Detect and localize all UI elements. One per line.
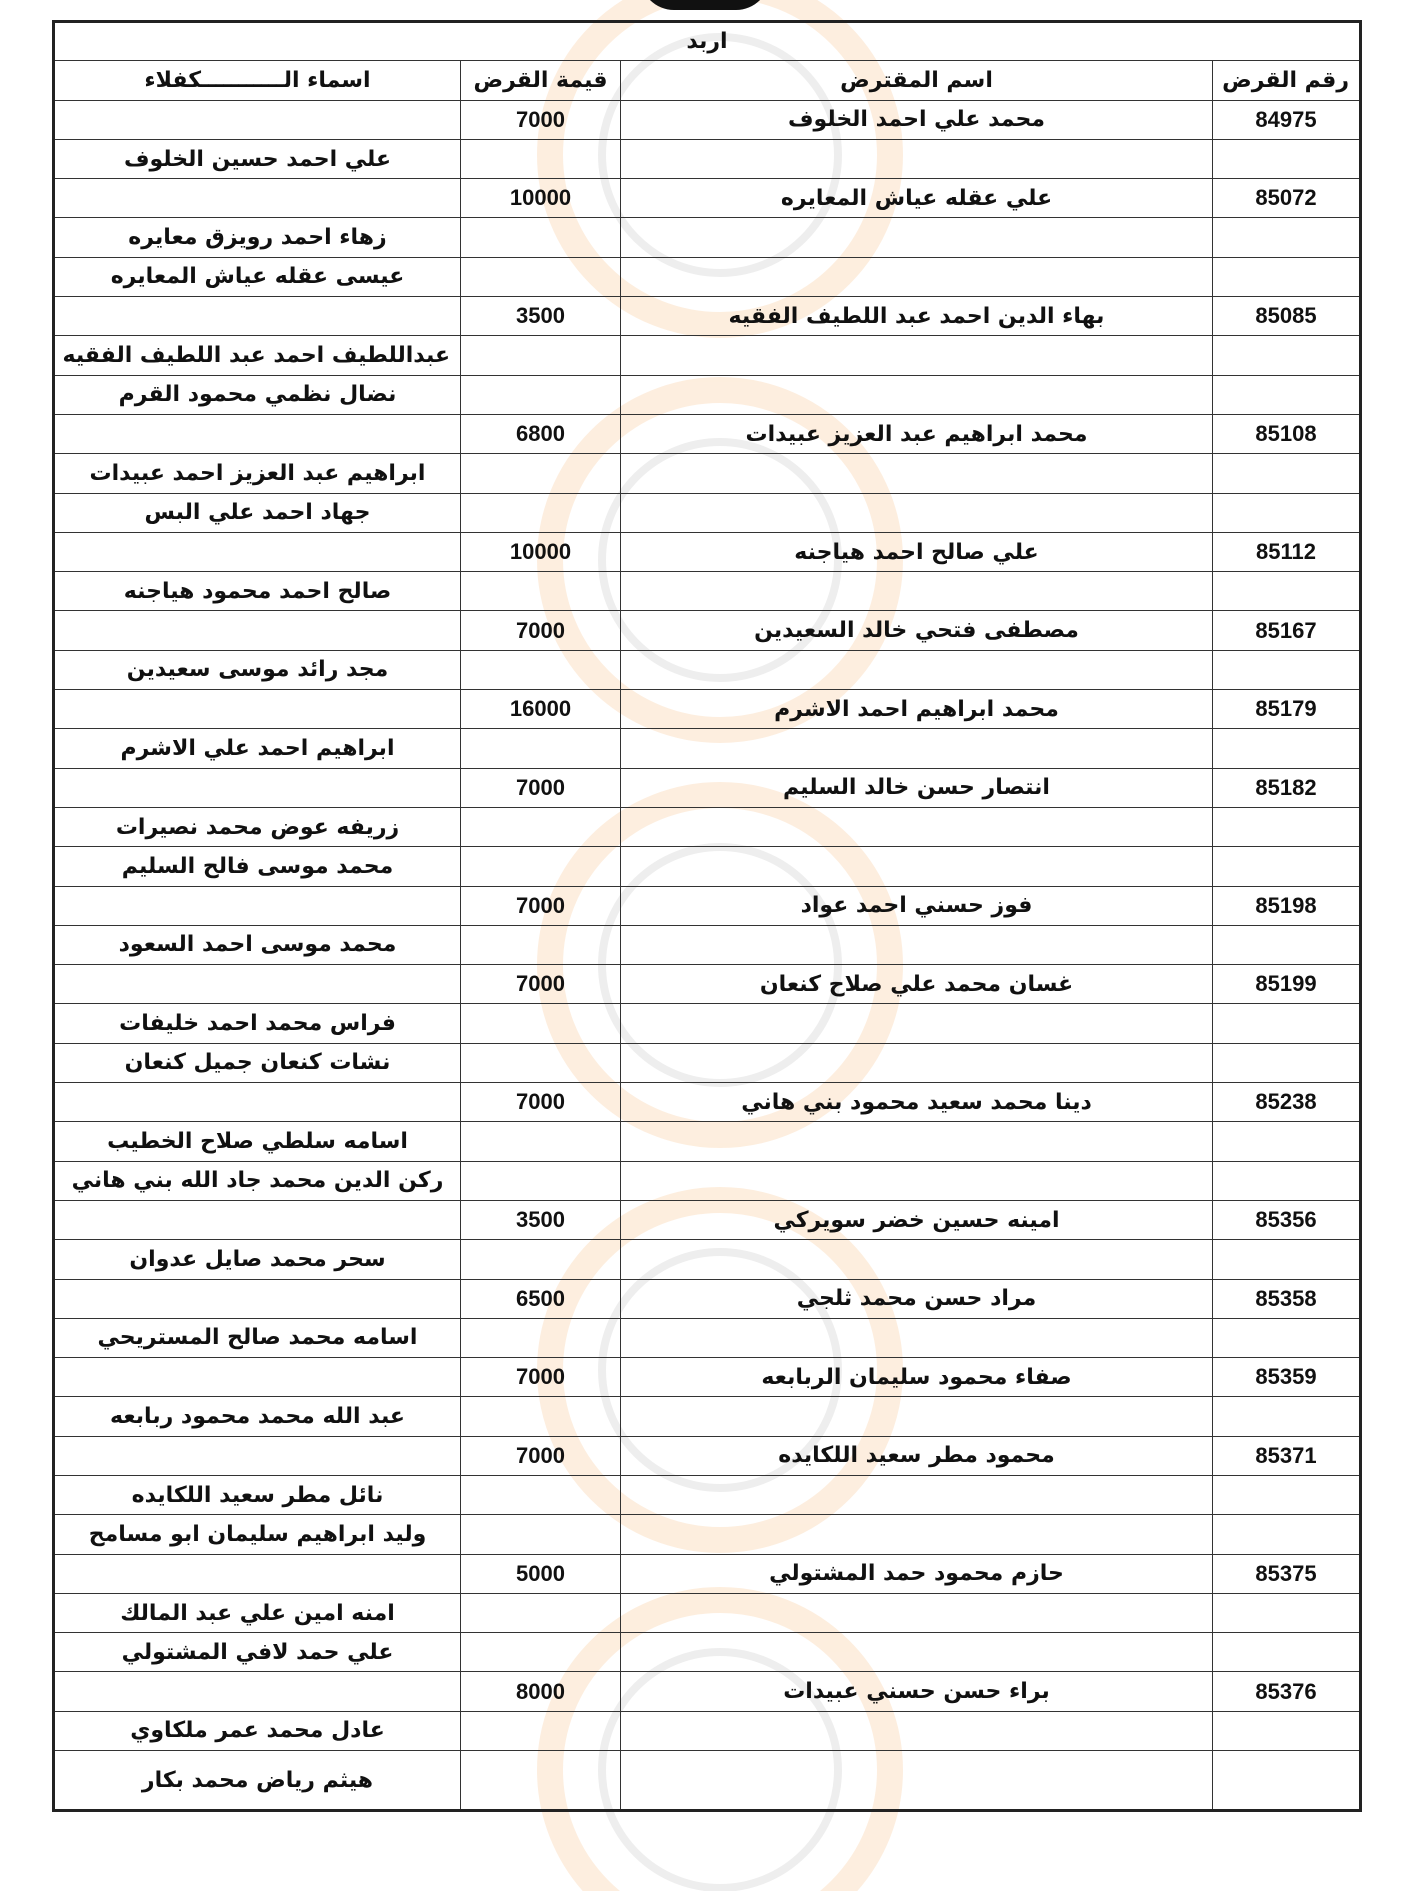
header-loan-number: رقم القرض xyxy=(1213,61,1361,100)
empty-cell xyxy=(1213,139,1361,178)
guarantor-empty xyxy=(54,100,461,139)
guarantor-row xyxy=(54,1397,1361,1436)
guarantor-name: سحر محمد صايل عدوان xyxy=(54,1240,461,1279)
empty-cell xyxy=(461,454,621,493)
empty-cell xyxy=(1213,925,1361,964)
guarantor-name: زهاء احمد رويزق معايره xyxy=(54,218,461,257)
loan-amount: 10000 xyxy=(461,532,621,571)
empty-cell xyxy=(621,1043,1213,1082)
table-row xyxy=(54,965,1361,1004)
guarantor-row xyxy=(54,1122,1361,1161)
top-decoration xyxy=(640,0,770,10)
empty-cell xyxy=(621,1240,1213,1279)
guarantor-row xyxy=(54,572,1361,611)
empty-cell xyxy=(621,1515,1213,1554)
guarantor-row xyxy=(54,1004,1361,1043)
loan-amount: 7000 xyxy=(461,886,621,925)
empty-cell xyxy=(621,336,1213,375)
empty-cell xyxy=(1213,1043,1361,1082)
empty-cell xyxy=(461,1633,621,1672)
empty-cell xyxy=(461,1711,621,1750)
guarantor-name: مجد رائد موسى سعيدين xyxy=(54,650,461,689)
empty-cell xyxy=(621,1593,1213,1632)
empty-cell xyxy=(461,257,621,296)
header-amount: قيمة القرض xyxy=(461,61,621,100)
empty-cell xyxy=(621,807,1213,846)
guarantor-name: وليد ابراهيم سليمان ابو مسامح xyxy=(54,1515,461,1554)
empty-cell xyxy=(461,493,621,532)
loan-number: 85167 xyxy=(1213,611,1361,650)
empty-cell xyxy=(461,139,621,178)
empty-cell xyxy=(621,493,1213,532)
guarantor-empty xyxy=(54,1436,461,1475)
empty-cell xyxy=(621,925,1213,964)
empty-cell xyxy=(1213,1397,1361,1436)
borrower-name: دينا محمد سعيد محمود بني هاني xyxy=(621,1083,1213,1122)
table-row xyxy=(54,297,1361,336)
loan-amount: 6800 xyxy=(461,414,621,453)
guarantor-row xyxy=(54,1751,1361,1811)
borrower-name: حازم محمود حمد المشتولي xyxy=(621,1554,1213,1593)
loan-amount: 16000 xyxy=(461,690,621,729)
empty-cell xyxy=(461,572,621,611)
guarantor-name: عادل محمد عمر ملكاوي xyxy=(54,1711,461,1750)
guarantor-row xyxy=(54,493,1361,532)
loan-number: 85108 xyxy=(1213,414,1361,453)
table-row xyxy=(54,690,1361,729)
guarantor-empty xyxy=(54,1358,461,1397)
header-row xyxy=(54,61,1361,100)
guarantor-row xyxy=(54,650,1361,689)
table-row xyxy=(54,1358,1361,1397)
empty-cell xyxy=(1213,218,1361,257)
empty-cell xyxy=(1213,257,1361,296)
loan-amount: 7000 xyxy=(461,1436,621,1475)
empty-cell xyxy=(461,1751,621,1811)
loan-amount: 7000 xyxy=(461,611,621,650)
empty-cell xyxy=(461,729,621,768)
loan-amount: 7000 xyxy=(461,768,621,807)
table-row xyxy=(54,532,1361,571)
borrower-name: محمد ابراهيم احمد الاشرم xyxy=(621,690,1213,729)
empty-cell xyxy=(1213,454,1361,493)
guarantor-name: هيثم رياض محمد بكار xyxy=(54,1751,461,1811)
guarantor-name: عبد الله محمد محمود ربابعه xyxy=(54,1397,461,1436)
empty-cell xyxy=(1213,1751,1361,1811)
table-row xyxy=(54,179,1361,218)
borrower-name: محمد ابراهيم عبد العزيز عبيدات xyxy=(621,414,1213,453)
borrower-name: محمد علي احمد الخلوف xyxy=(621,100,1213,139)
guarantor-empty xyxy=(54,1279,461,1318)
guarantor-row xyxy=(54,454,1361,493)
empty-cell xyxy=(461,1004,621,1043)
table-row xyxy=(54,886,1361,925)
empty-cell xyxy=(461,807,621,846)
empty-cell xyxy=(621,1004,1213,1043)
empty-cell xyxy=(621,1397,1213,1436)
empty-cell xyxy=(621,1318,1213,1357)
empty-cell xyxy=(461,1318,621,1357)
header-guarantors: اسماء الـــــــــــكفلاء xyxy=(54,61,461,100)
borrower-name: مصطفى فتحي خالد السعيدين xyxy=(621,611,1213,650)
title-row xyxy=(54,22,1361,61)
table-row xyxy=(54,1200,1361,1239)
empty-cell xyxy=(461,650,621,689)
guarantor-empty xyxy=(54,532,461,571)
guarantor-row xyxy=(54,1711,1361,1750)
guarantor-row xyxy=(54,375,1361,414)
borrower-name: غسان محمد علي صلاح كنعان xyxy=(621,965,1213,1004)
loan-number: 85356 xyxy=(1213,1200,1361,1239)
borrower-name: انتصار حسن خالد السليم xyxy=(621,768,1213,807)
loan-number: 85375 xyxy=(1213,1554,1361,1593)
empty-cell xyxy=(621,729,1213,768)
borrower-name: صفاء محمود سليمان الربابعه xyxy=(621,1358,1213,1397)
loans-table xyxy=(52,20,1362,1812)
loan-number: 85182 xyxy=(1213,768,1361,807)
guarantor-row xyxy=(54,1633,1361,1672)
empty-cell xyxy=(621,1633,1213,1672)
header-borrower: اسم المقترض xyxy=(621,61,1213,100)
guarantor-row xyxy=(54,257,1361,296)
empty-cell xyxy=(621,847,1213,886)
loan-number: 85371 xyxy=(1213,1436,1361,1475)
loan-amount: 8000 xyxy=(461,1672,621,1711)
borrower-name: بهاء الدين احمد عبد اللطيف الفقيه xyxy=(621,297,1213,336)
empty-cell xyxy=(461,1515,621,1554)
empty-cell xyxy=(1213,1161,1361,1200)
guarantor-empty xyxy=(54,179,461,218)
guarantor-empty xyxy=(54,297,461,336)
empty-cell xyxy=(1213,572,1361,611)
loan-amount: 7000 xyxy=(461,965,621,1004)
loan-amount: 10000 xyxy=(461,179,621,218)
empty-cell xyxy=(621,218,1213,257)
empty-cell xyxy=(1213,1122,1361,1161)
guarantor-name: محمد موسى احمد السعود xyxy=(54,925,461,964)
empty-cell xyxy=(1213,375,1361,414)
empty-cell xyxy=(461,375,621,414)
empty-cell xyxy=(621,257,1213,296)
empty-cell xyxy=(461,925,621,964)
empty-cell xyxy=(1213,1593,1361,1632)
guarantor-row xyxy=(54,1043,1361,1082)
empty-cell xyxy=(461,847,621,886)
table-row xyxy=(54,414,1361,453)
guarantor-name: علي حمد لافي المشتولي xyxy=(54,1633,461,1672)
guarantor-empty xyxy=(54,611,461,650)
guarantor-row xyxy=(54,807,1361,846)
city-title: اربد xyxy=(54,22,1361,61)
empty-cell xyxy=(461,1043,621,1082)
guarantor-empty xyxy=(54,1554,461,1593)
loan-number: 85198 xyxy=(1213,886,1361,925)
guarantor-row xyxy=(54,729,1361,768)
borrower-name: مراد حسن محمد ثلجي xyxy=(621,1279,1213,1318)
guarantor-name: عيسى عقله عياش المعايره xyxy=(54,257,461,296)
borrower-name: محمود مطر سعيد اللكايده xyxy=(621,1436,1213,1475)
loan-amount: 7000 xyxy=(461,100,621,139)
loan-amount: 7000 xyxy=(461,1358,621,1397)
guarantor-name: فراس محمد احمد خليفات xyxy=(54,1004,461,1043)
guarantor-row xyxy=(54,336,1361,375)
guarantor-empty xyxy=(54,886,461,925)
empty-cell xyxy=(1213,1633,1361,1672)
loan-amount: 6500 xyxy=(461,1279,621,1318)
empty-cell xyxy=(1213,807,1361,846)
empty-cell xyxy=(461,218,621,257)
empty-cell xyxy=(1213,1240,1361,1279)
guarantor-name: نائل مطر سعيد اللكايده xyxy=(54,1475,461,1514)
guarantor-empty xyxy=(54,965,461,1004)
guarantor-empty xyxy=(54,690,461,729)
empty-cell xyxy=(621,375,1213,414)
empty-cell xyxy=(1213,1318,1361,1357)
empty-cell xyxy=(461,336,621,375)
empty-cell xyxy=(621,572,1213,611)
guarantor-row xyxy=(54,1161,1361,1200)
loan-number: 85358 xyxy=(1213,1279,1361,1318)
empty-cell xyxy=(461,1593,621,1632)
empty-cell xyxy=(621,1161,1213,1200)
loan-number: 85238 xyxy=(1213,1083,1361,1122)
loan-number: 85085 xyxy=(1213,297,1361,336)
guarantor-row xyxy=(54,847,1361,886)
table-row xyxy=(54,1554,1361,1593)
borrower-name: علي عقله عياش المعايره xyxy=(621,179,1213,218)
loan-number: 85199 xyxy=(1213,965,1361,1004)
borrower-name: علي صالح احمد هياجنه xyxy=(621,532,1213,571)
empty-cell xyxy=(461,1240,621,1279)
empty-cell xyxy=(621,139,1213,178)
empty-cell xyxy=(461,1475,621,1514)
loan-amount: 3500 xyxy=(461,297,621,336)
loan-number: 84975 xyxy=(1213,100,1361,139)
empty-cell xyxy=(1213,1711,1361,1750)
empty-cell xyxy=(1213,1475,1361,1514)
table-row xyxy=(54,100,1361,139)
guarantor-name: محمد موسى فالح السليم xyxy=(54,847,461,886)
guarantor-name: عبداللطيف احمد عبد اللطيف الفقيه xyxy=(54,336,461,375)
guarantor-row xyxy=(54,1318,1361,1357)
guarantor-empty xyxy=(54,1672,461,1711)
empty-cell xyxy=(621,1122,1213,1161)
guarantor-name: ابراهيم احمد علي الاشرم xyxy=(54,729,461,768)
guarantor-empty xyxy=(54,1200,461,1239)
empty-cell xyxy=(461,1161,621,1200)
empty-cell xyxy=(621,454,1213,493)
guarantor-name: امنه امين علي عبد المالك xyxy=(54,1593,461,1632)
empty-cell xyxy=(1213,729,1361,768)
empty-cell xyxy=(621,650,1213,689)
guarantor-name: زريفه عوض محمد نصيرات xyxy=(54,807,461,846)
table-row xyxy=(54,768,1361,807)
guarantor-row xyxy=(54,218,1361,257)
guarantor-name: اسامه سلطي صلاح الخطيب xyxy=(54,1122,461,1161)
guarantor-name: ابراهيم عبد العزيز احمد عبيدات xyxy=(54,454,461,493)
empty-cell xyxy=(1213,336,1361,375)
empty-cell xyxy=(621,1475,1213,1514)
empty-cell xyxy=(621,1751,1213,1811)
loan-number: 85376 xyxy=(1213,1672,1361,1711)
guarantor-row xyxy=(54,1240,1361,1279)
table-row xyxy=(54,1436,1361,1475)
empty-cell xyxy=(1213,650,1361,689)
guarantor-name: صالح احمد محمود هياجنه xyxy=(54,572,461,611)
guarantor-row xyxy=(54,1515,1361,1554)
loan-number: 85112 xyxy=(1213,532,1361,571)
table-row xyxy=(54,1672,1361,1711)
guarantor-row xyxy=(54,1475,1361,1514)
borrower-name: براء حسن حسني عبيدات xyxy=(621,1672,1213,1711)
guarantor-empty xyxy=(54,414,461,453)
empty-cell xyxy=(461,1397,621,1436)
guarantor-row xyxy=(54,925,1361,964)
guarantor-empty xyxy=(54,1083,461,1122)
guarantor-name: ركن الدين محمد جاد الله بني هاني xyxy=(54,1161,461,1200)
table-row xyxy=(54,611,1361,650)
guarantor-row xyxy=(54,139,1361,178)
loan-number: 85072 xyxy=(1213,179,1361,218)
guarantor-name: نشات كنعان جميل كنعان xyxy=(54,1043,461,1082)
borrower-name: امينه حسين خضر سويركي xyxy=(621,1200,1213,1239)
empty-cell xyxy=(1213,847,1361,886)
table-row xyxy=(54,1083,1361,1122)
guarantor-name: جهاد احمد علي البس xyxy=(54,493,461,532)
guarantor-name: نضال نظمي محمود القرم xyxy=(54,375,461,414)
empty-cell xyxy=(1213,1515,1361,1554)
loan-number: 85359 xyxy=(1213,1358,1361,1397)
loan-amount: 5000 xyxy=(461,1554,621,1593)
empty-cell xyxy=(1213,1004,1361,1043)
loan-amount: 7000 xyxy=(461,1083,621,1122)
empty-cell xyxy=(621,1711,1213,1750)
loan-amount: 3500 xyxy=(461,1200,621,1239)
empty-cell xyxy=(1213,493,1361,532)
empty-cell xyxy=(461,1122,621,1161)
loan-number: 85179 xyxy=(1213,690,1361,729)
borrower-name: فوز حسني احمد عواد xyxy=(621,886,1213,925)
guarantor-name: اسامه محمد صالح المستريحي xyxy=(54,1318,461,1357)
guarantor-name: علي احمد حسين الخلوف xyxy=(54,139,461,178)
table-row xyxy=(54,1279,1361,1318)
guarantor-empty xyxy=(54,768,461,807)
guarantor-row xyxy=(54,1593,1361,1632)
